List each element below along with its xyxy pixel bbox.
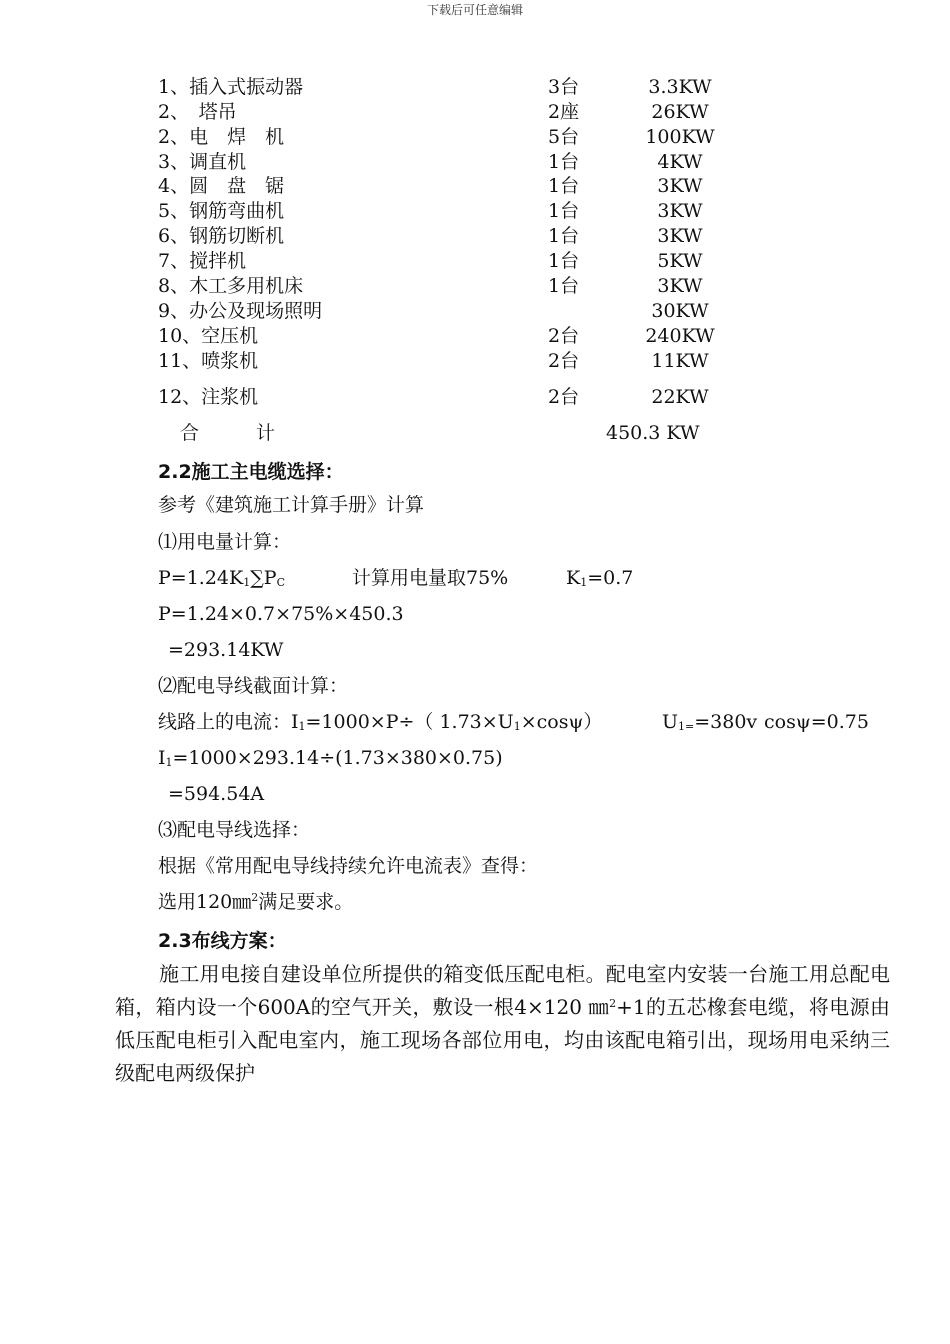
equipment-power: 11KW	[651, 350, 709, 372]
equipment-row	[0, 150, 950, 175]
equipment-power: 22KW	[651, 386, 709, 408]
total-value: 450.3 KW	[606, 422, 700, 444]
equipment-qty: 1台	[548, 275, 580, 297]
equipment-qty: 2台	[548, 325, 580, 347]
equipment-row	[0, 299, 950, 324]
formula-note: 计算用电量取75%	[352, 567, 509, 589]
equipment-power: 3KW	[657, 225, 703, 247]
equipment-name: 1、插入式振动器	[158, 76, 304, 98]
cos-value: cosψ=0.75	[764, 711, 869, 733]
current-result: =594.54A	[168, 783, 265, 805]
equipment-row	[0, 75, 950, 100]
formula-power: $P=1.24K_1\sum P_C$	[158, 567, 285, 589]
equipment-row	[0, 100, 950, 125]
step-1-title: ⑴用电量计算：	[158, 531, 292, 553]
equipment-qty: 2台	[548, 386, 580, 408]
equipment-power: 240KW	[645, 325, 715, 347]
table-reference: 根据《常用配电导线持续允许电流表》查得：	[158, 855, 539, 877]
page-header: 下载后可任意编辑	[426, 3, 523, 17]
equipment-qty: 1台	[548, 250, 580, 272]
section-heading-2-3: 2.3布线方案：	[158, 930, 287, 952]
equipment-name: 11、喷浆机	[158, 350, 259, 372]
equipment-name: 2、电 焊 机	[158, 126, 285, 148]
equipment-qty: 3台	[548, 76, 580, 98]
equipment-power: 3KW	[657, 275, 703, 297]
equipment-name: 7、搅拌机	[158, 250, 247, 272]
equipment-power: 30KW	[651, 300, 709, 322]
equipment-qty: 1台	[548, 225, 580, 247]
total-label: 合 计	[180, 422, 276, 444]
equipment-name: 12、注浆机	[158, 386, 259, 408]
reference-line: 参考《建筑施工计算手册》计算	[158, 494, 425, 516]
equipment-qty: 2座	[548, 101, 580, 123]
current-calc: $I_1=1000\times 293.14\div(1.73\times 380\times 0.75)$	[158, 747, 503, 769]
voltage-value: $U_{1=}=380v$	[662, 711, 758, 733]
step-3-title: ⑶配电导线选择：	[158, 819, 311, 841]
equipment-qty: 5台	[548, 126, 580, 148]
equipment-name: 10、空压机	[158, 325, 259, 347]
equipment-row	[0, 385, 950, 410]
equipment-name: 8、木工多用机床	[158, 275, 304, 297]
equipment-name: 5、钢筋弯曲机	[158, 200, 285, 222]
equipment-row	[0, 199, 950, 224]
equipment-qty: 2台	[548, 350, 580, 372]
equipment-name: 9、办公及现场照明	[158, 300, 323, 322]
equipment-row	[0, 174, 950, 199]
equipment-power: 3KW	[657, 175, 703, 197]
cable-selection: 选用120㎜$^2$满足要求。	[158, 891, 354, 913]
equipment-power: 4KW	[657, 151, 703, 173]
equipment-qty: 1台	[548, 200, 580, 222]
wiring-plan-paragraph: 施工用电接自建设单位所提供的箱变低压配电柜。配电室内安装一台施工用总配电箱，箱内设一个600A的空气开关，敷设一根4×120 ㎜$^2$+1的五芯橡套电缆，将电源由低压配电柜引入配电室内，施工现场各部位用电，均由该配电箱引出，现场用电采纳三级配电两级保护	[115, 962, 890, 1085]
equipment-row	[0, 324, 950, 349]
equipment-name: 3、调直机	[158, 151, 247, 173]
equipment-name: 4、圆 盘 锯	[158, 175, 285, 197]
equipment-row	[0, 125, 950, 150]
formula-power-result: =293.14KW	[168, 639, 284, 661]
equipment-row	[0, 349, 950, 374]
equipment-power: 100KW	[645, 126, 715, 148]
step-2-title: ⑵配电导线截面计算：	[158, 675, 349, 697]
formula-power-calc: P=1.24×0.7×75%×450.3	[158, 603, 404, 625]
equipment-row	[0, 224, 950, 249]
equipment-qty: 1台	[548, 151, 580, 173]
equipment-power: 26KW	[651, 101, 709, 123]
equipment-power: 3.3KW	[648, 76, 712, 98]
equipment-row	[0, 274, 950, 299]
section-heading-2-2: 2.2施工主电缆选择：	[158, 461, 344, 483]
formula-k: $K_1=0.7$	[566, 567, 634, 589]
equipment-power: 3KW	[657, 200, 703, 222]
equipment-qty: 1台	[548, 175, 580, 197]
equipment-name: 6、钢筋切断机	[158, 225, 285, 247]
equipment-row	[0, 249, 950, 274]
current-formula: 线路上的电流：$I_1=1000\times P\div$（ $1.73\times U_1\times\cos\psi$）	[158, 711, 603, 733]
equipment-name: 2、 塔吊	[158, 101, 237, 123]
equipment-power: 5KW	[657, 250, 703, 272]
